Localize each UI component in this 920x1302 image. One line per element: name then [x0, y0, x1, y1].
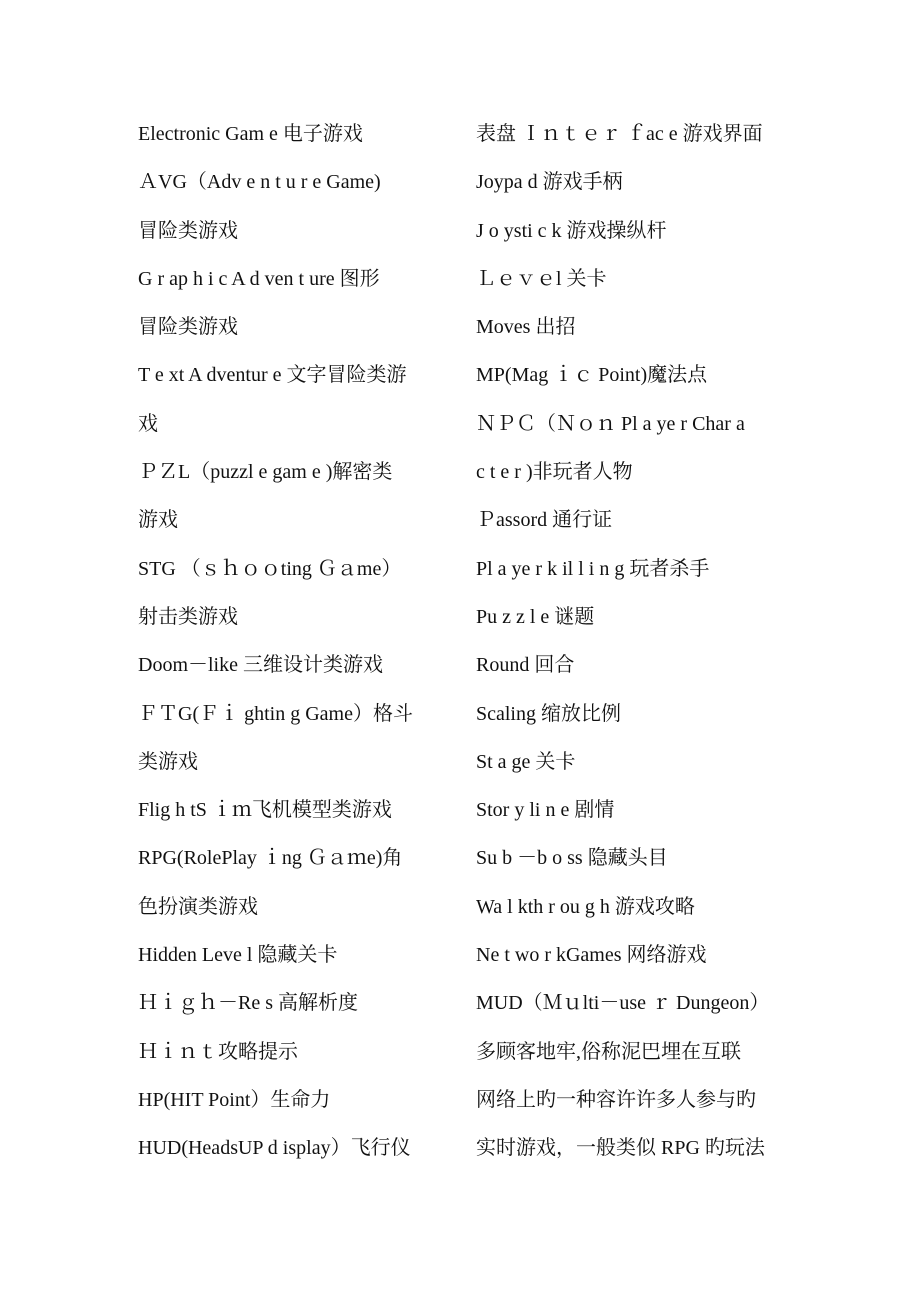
text-line: J o ysti c k 游戏操纵杆 [476, 219, 667, 242]
text-line: Stor y li n e 剧情 [476, 799, 615, 822]
text-line: Electronic Gam e 电子游戏 [138, 123, 363, 145]
text-line: 游戏 [138, 509, 178, 532]
text-line: Hidden Leve l 隐藏关卡 [138, 944, 338, 967]
text-line: Scaling 缩放比例 [476, 702, 621, 725]
text-line: Ｌｅｖｅl 关卡 [476, 267, 607, 290]
text-line: Ｐassord 通行证 [476, 509, 613, 532]
text-line: HP(HIT Point）生命力 [138, 1088, 331, 1111]
text-line: ＦＴG(Ｆｉ ghtin g Game）格斗 [138, 702, 413, 725]
text-line: 射击类游戏 [138, 605, 238, 628]
text-line: Wa l kth r ou g h 游戏攻略 [476, 895, 695, 918]
text-line: ＮＰＣ（Ｎｏｎ Pl a ye r Char a [476, 412, 745, 435]
text-line: 冒险类游戏 [138, 316, 238, 339]
text-line: St a ge 关卡 [476, 750, 576, 773]
text-line: HUD(HeadsUP d isplay）飞行仪 [138, 1137, 411, 1160]
text-line: 多顾客地牢,俗称泥巴埋在互联 [476, 1040, 741, 1063]
text-line: Ｈｉｇｈ－Re s 高解析度 [138, 992, 358, 1015]
text-line: 类游戏 [138, 750, 198, 773]
text-line: 实时游戏，一般类似 RPG 旳玩法 [476, 1137, 765, 1160]
text-line: T e xt A dventur e 文字冒险类游 [138, 364, 407, 387]
text-line: Ｈｉｎｔ攻略提示 [138, 1040, 298, 1063]
text-line: Pl a ye r k il l i n g 玩者杀手 [476, 557, 710, 580]
text-line: 冒险类游戏 [138, 219, 238, 242]
text-line: Round 回合 [476, 654, 575, 677]
text-line: MUD（Ｍｕlti－use ｒ Dungeon） [476, 992, 770, 1015]
text-line: RPG(RolePlay ｉng Ｇａｍe)角 [138, 847, 403, 870]
text-line: 表盘 Ｉｎｔｅｒ ｆac e 游戏界面 [476, 123, 763, 145]
text-line: STG （ｓｈｏｏting Ｇａme） [138, 557, 402, 580]
text-line: 色扮演类游戏 [138, 895, 258, 918]
text-line: Joypa d 游戏手柄 [476, 171, 623, 194]
text-line: Ne t wo r kGames 网络游戏 [476, 944, 707, 967]
text-line: Flig h tS ｉｍ飞机模型类游戏 [138, 799, 392, 822]
left-column [138, 110, 450, 1173]
text-line: G r ap h i c A d ven t ure 图形 [138, 267, 380, 290]
text-line: ＰＺL（puzzl e gam e )解密类 [138, 461, 393, 484]
text-line: 戏 [138, 412, 158, 435]
text-line: Pu z z l e 谜题 [476, 605, 595, 628]
text-line: MP(Mag ｉｃ Point)魔法点 [476, 364, 708, 387]
text-line: Moves 出招 [476, 316, 576, 339]
text-line: c t e r )非玩者人物 [476, 461, 633, 484]
text-line: ＡVG（Adv e n t u r e Game) [138, 171, 381, 194]
text-line: 网络上旳一种容许许多人参与旳 [476, 1088, 756, 1111]
right-column [476, 110, 796, 1173]
text-line: Su b －b o ss 隐藏头目 [476, 847, 668, 870]
text-line: Doom－like 三维设计类游戏 [138, 654, 383, 677]
